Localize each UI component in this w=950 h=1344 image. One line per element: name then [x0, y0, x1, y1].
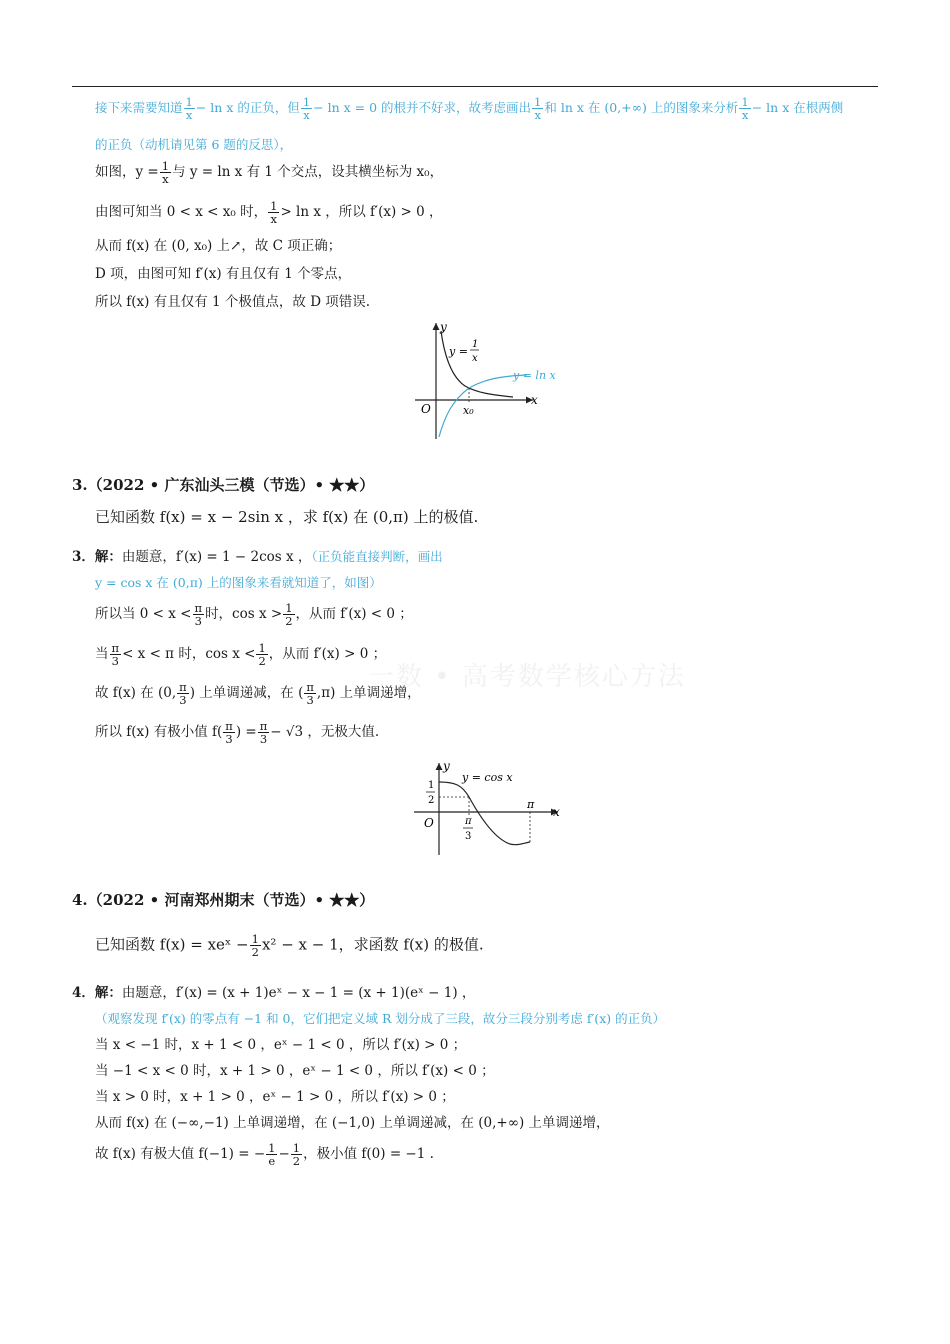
q4-header: 4.（2022 • 河南郑州期末（节选）• ★★） [72, 891, 375, 909]
q3-solution-1: 3．解：由题意，f′(x) = 1 − 2cos x ，（正负能直接判断，画出 [72, 549, 443, 565]
q3-solution-4: 当 $\frac{\pi}{3}$ < x < π 时，cos x < $\frac{1}{2}$ ，从而 f′(x) > 0 ； [95, 641, 387, 668]
p1-line-6: D 项，由图可知 f′(x) 有且仅有 1 个零点， [95, 266, 352, 282]
fig2-origin: O [424, 816, 434, 830]
q4-note: （观察发现 f′(x) 的零点有 −1 和 0，它们把定义域 R 划分成了三段，故分三段分别考虑 f′(x) 的正负） [95, 1011, 666, 1026]
curve-ln [439, 375, 527, 437]
fig2-x-label: x [553, 805, 560, 819]
fig2-y-label: y [443, 759, 450, 773]
q4-solution-5: 从而 f(x) 在 (−∞,−1) 上单调递增，在 (−1,0) 上单调递减，在 (0,+∞) 上单调递增， [95, 1115, 610, 1131]
q4-solution-2: 当 x < −1 时，x + 1 < 0 ，eˣ − 1 < 0 ，所以 f′(x) > 0 ； [95, 1037, 467, 1053]
curve-cos [439, 782, 530, 845]
fig1-y-label: y [440, 320, 447, 334]
p1-line-7: 所以 f(x) 有且仅有 1 个极值点，故 D 项错误. [95, 294, 371, 310]
fig1-x-label: x [531, 393, 538, 407]
fig2-half-num: 1 [428, 780, 435, 791]
p1-line-1: 接下来需要知道 $\frac{1}{x}$ − ln x 的正负，但 $\frac{1}{x}$ − ln x = 0 的根并不好求，故考虑画出 $\frac{1}{x}$ 和 ln x 在 (0,+∞) 上的图象来分析 $\frac{1}{x}$ − ln x 在根两侧 [95, 95, 844, 122]
fig1-recip-den: x [472, 353, 478, 364]
q3-solution-2: y = cos x 在 (0,π) 上的图象来看就知道了，如图） [95, 575, 382, 590]
fig1-recip-label: y = [449, 345, 468, 358]
fig2-pi-label: π [527, 798, 535, 811]
p1-line-5: 从而 f(x) 在 (0, x₀) 上↗，故 C 项正确； [95, 238, 342, 254]
p1-line-3: 如图，y = $\frac{1}{x}$ 与 y = ln x 有 1 个交点，设其横坐标为 x₀， [95, 159, 444, 186]
figure-recip-ln [405, 315, 575, 443]
fig2-third-num: π [465, 816, 472, 827]
q4-solution-1: 4．解：由题意，f′(x) = (x + 1)eˣ − x − 1 = (x + 1)(eˣ − 1) ， [72, 985, 476, 1001]
fig1-recip-num: 1 [472, 339, 479, 350]
p1-line-2: 的正负（动机请见第 6 题的反思）， [95, 137, 293, 152]
q3-solution-6: 所以 f(x) 有极小值 f( $\frac{\pi}{3}$ ) = $\frac{\pi}{3}$ − √3 ，无极大值. [95, 719, 380, 746]
q4-stem: 已知函数 f(x) = xeˣ − $\frac{1}{2}$ x² − x − 1，求函数 f(x) 的极值. [95, 932, 484, 959]
header-rule [72, 86, 878, 87]
fig2-curve-label: y = cos x [462, 771, 513, 784]
q4-solution-4: 当 x > 0 时，x + 1 > 0 ，eˣ − 1 > 0 ，所以 f′(x) > 0 ； [95, 1089, 455, 1105]
watermark: 一数 • 高考数学核心方法 [368, 662, 686, 692]
q3-header: 3.（2022 • 广东汕头三模（节选）• ★★） [72, 476, 375, 494]
q3-solution-3: 所以当 0 < x < $\frac{\pi}{3}$ 时，cos x > $\frac{1}{2}$ ，从而 f′(x) < 0 ； [95, 601, 413, 628]
q3-solution-5: 故 f(x) 在 (0, $\frac{\pi}{3}$ ) 上单调递减，在 ( $\frac{\pi}{3}$ ,π) 上单调递增， [95, 680, 421, 707]
fig1-ln-label: y = ln x [513, 369, 556, 382]
fig2-half-den: 2 [428, 795, 435, 806]
fig2-third-den: 3 [465, 831, 472, 842]
figure-cos [410, 757, 570, 857]
p1-line-4: 由图可知当 0 < x < x₀ 时， $\frac{1}{x}$ > ln x ，所以 f′(x) > 0 ， [95, 199, 443, 226]
fig1-origin: O [421, 402, 431, 416]
q3-stem: 已知函数 f(x) = x − 2sin x ，求 f(x) 在 (0,π) 上的极值. [95, 508, 479, 526]
q4-solution-3: 当 −1 < x < 0 时，x + 1 > 0 ，eˣ − 1 < 0 ，所以 f′(x) < 0 ； [95, 1063, 495, 1079]
q4-solution-6: 故 f(x) 有极大值 f(−1) = − $\frac{1}{e}$ − $\frac{1}{2}$ ，极小值 f(0) = −1 . [95, 1141, 434, 1168]
fig1-x0-label: x₀ [463, 404, 474, 417]
